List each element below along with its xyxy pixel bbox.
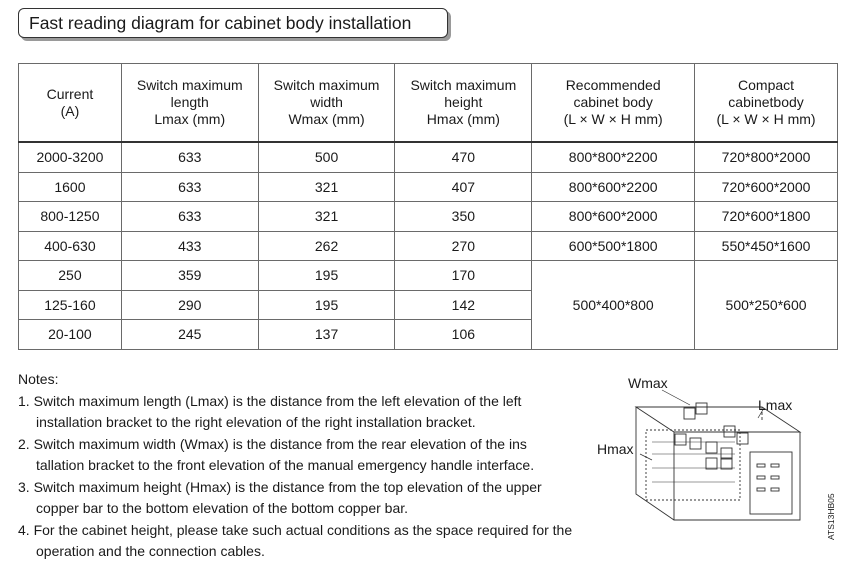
- cell-recommended: 800*600*2200: [532, 172, 695, 202]
- cell-hmax: 270: [395, 231, 532, 261]
- notes-section: [18, 369, 578, 563]
- switch-body: [646, 430, 740, 500]
- header-wmax: Switch maximum width Wmax (mm): [258, 64, 395, 143]
- cell-lmax: 359: [121, 261, 258, 291]
- cell-recommended: 800*600*2000: [532, 202, 695, 232]
- cell-compact: 720*600*2000: [695, 172, 838, 202]
- cell-current: 250: [19, 261, 122, 291]
- table-header-row: [19, 64, 838, 143]
- table-row: [19, 231, 838, 261]
- cell-lmax: 633: [121, 142, 258, 172]
- cell-lmax: 245: [121, 320, 258, 350]
- cell-wmax: 195: [258, 290, 395, 320]
- terminal-block: [675, 434, 686, 445]
- note-item-3: 3. Switch maximum height (Hmax) is the distance from the top elevation of the upper copper bar to the bottom elevation of the bottom copper bar.: [18, 478, 542, 516]
- cell-current: 125-160: [19, 290, 122, 320]
- cell-current: 20-100: [19, 320, 122, 350]
- cell-recommended: 800*800*2200: [532, 142, 695, 172]
- cell-wmax: 137: [258, 320, 395, 350]
- vent-slot: [771, 488, 779, 491]
- cell-hmax: 407: [395, 172, 532, 202]
- page-title: Fast reading diagram for cabinet body installation: [18, 8, 448, 38]
- cell-current: 400-630: [19, 231, 122, 261]
- label-wmax: Wmax: [628, 375, 668, 391]
- cell-compact-merged: 500*250*600: [695, 261, 838, 350]
- header-current: Current (A): [19, 64, 122, 143]
- vent-slot: [771, 476, 779, 479]
- cell-lmax: 633: [121, 202, 258, 232]
- header-lmax: Switch maximum length Lmax (mm): [121, 64, 258, 143]
- table-row: [19, 202, 838, 232]
- side-panel: [750, 452, 792, 514]
- cell-compact: 720*800*2000: [695, 142, 838, 172]
- terminal-block: [721, 448, 732, 459]
- table-row: [19, 142, 838, 172]
- cell-lmax: 290: [121, 290, 258, 320]
- cell-hmax: 350: [395, 202, 532, 232]
- cell-hmax: 470: [395, 142, 532, 172]
- header-hmax: Switch maximum height Hmax (mm): [395, 64, 532, 143]
- terminal-block: [721, 458, 732, 469]
- terminal-block: [706, 458, 717, 469]
- cabinet-front-face: [674, 432, 800, 520]
- note-item-1: 1. Switch maximum length (Lmax) is the distance from the left elevation of the left installation bracket to the right elevation of the right installation bracket.: [18, 392, 522, 430]
- terminal-block: [684, 408, 695, 419]
- label-lmax: Lmax: [758, 397, 793, 413]
- table-row: [19, 172, 838, 202]
- terminal-block: [724, 426, 735, 437]
- spec-table: [18, 63, 838, 350]
- cell-wmax: 195: [258, 261, 395, 291]
- cell-current: 800-1250: [19, 202, 122, 232]
- cell-lmax: 633: [121, 172, 258, 202]
- cell-compact: 720*600*1800: [695, 202, 838, 232]
- cell-wmax: 262: [258, 231, 395, 261]
- terminal-block: [706, 442, 717, 453]
- vent-slot: [771, 464, 779, 467]
- cell-hmax: 142: [395, 290, 532, 320]
- wmax-leader: [662, 390, 690, 405]
- note-item-4: 4. For the cabinet height, please take such actual conditions as the space required for the operation and the connection cables.: [18, 521, 573, 559]
- hmax-leader: [640, 454, 652, 460]
- cell-recommended-merged: 500*400*800: [532, 261, 695, 350]
- terminal-block: [737, 433, 748, 444]
- cell-wmax: 500: [258, 142, 395, 172]
- cell-compact: 550*450*1600: [695, 231, 838, 261]
- cabinet-left-edges: [636, 407, 674, 520]
- label-hmax: Hmax: [597, 441, 634, 457]
- cell-wmax: 321: [258, 172, 395, 202]
- vent-slot: [757, 476, 765, 479]
- notes-heading: Notes:: [18, 371, 59, 387]
- cell-hmax: 106: [395, 320, 532, 350]
- cell-hmax: 170: [395, 261, 532, 291]
- cell-wmax: 321: [258, 202, 395, 232]
- drawing-code: ATS13HB05: [826, 493, 836, 540]
- header-compact: Compact cabinetbody (L × W × H mm): [695, 64, 838, 143]
- vent-slot: [757, 464, 765, 467]
- header-recommended: Recommended cabinet body (L × W × H mm): [532, 64, 695, 143]
- cell-recommended: 600*500*1800: [532, 231, 695, 261]
- note-item-2: 2. Switch maximum width (Wmax) is the distance from the rear elevation of the ins tallation bracket to the front elevation of the manual emergency handle interface.: [18, 435, 535, 473]
- cell-current: 2000-3200: [19, 142, 122, 172]
- table-row: [19, 261, 838, 291]
- terminal-block: [696, 403, 707, 414]
- vent-slot: [757, 488, 765, 491]
- cabinet-diagram: [590, 372, 840, 552]
- cell-lmax: 433: [121, 231, 258, 261]
- terminal-block: [690, 438, 701, 449]
- cell-current: 1600: [19, 172, 122, 202]
